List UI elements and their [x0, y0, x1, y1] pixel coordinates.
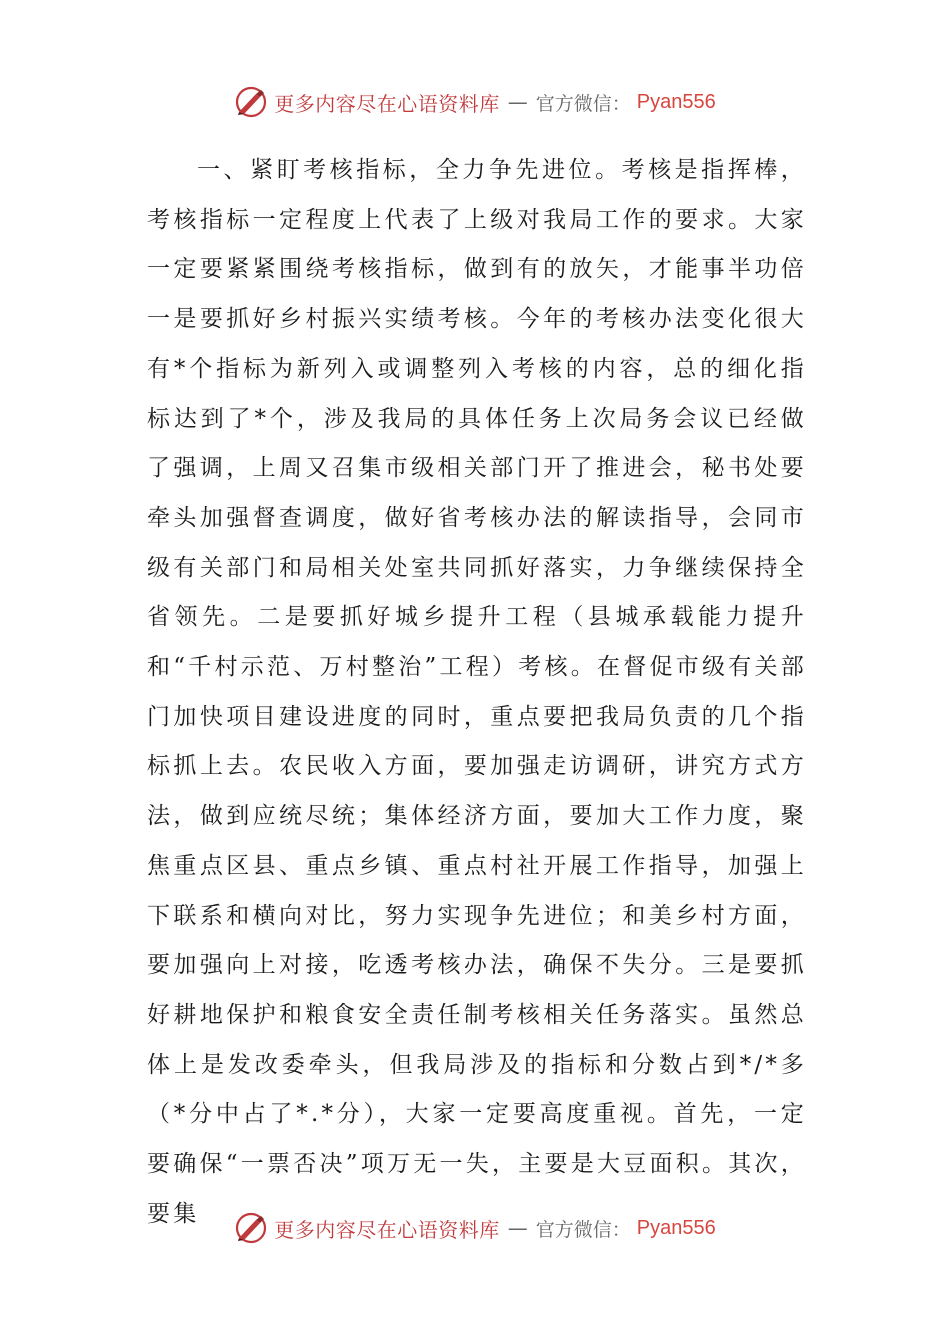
- body-paragraph: 一、紧盯考核指标，全力争先进位。考核是指挥棒，考核指标一定程度上代表了上级对我局工作的要求。大家一定要紧紧围绕考核指标，做到有的放矢，才能事半功倍一是要抓好乡村振兴实绩考核。今年的考核办法变化很大有*个指标为新列入或调整列入考核的内容，总的细化指标达到了*个，涉及我局的具体任务上次局务会议已经做了强调，上周又召集市级相关部门开了推进会，秘书处要牵头加强督查调度，做好省考核办法的解读指导，会同市级有关部门和局相关处室共同抓好落实，力争继续保持全省领先。二是要抓好城乡提升工程（县城承载能力提升和“千村示范、万村整治”工程）考核。在督促市级有关部门加快项目建设进度的同时，重点要把我局负责的几个指标抓上去。农民收入方面，要加强走访调研，讲究方式方法，做到应统尽统；集体经济方面，要加大工作力度，聚焦重点区县、重点乡镇、重点村社开展工作指导，加强上下联系和横向对比，努力实现争先进位；和美乡村方面，要加强向上对接，吃透考核办法，确保不失分。三是要抓好耕地保护和粮食安全责任制考核相关任务落实。虽然总体上是发改委牵头，但我局涉及的指标和分数占到*/*多（*分中占了*.*分），大家一定要高度重视。首先，一定要确保“一票否决”项万无一失，主要是大豆面积。其次，要集: [147, 157, 807, 1227]
- header-wechat-id: Pyan556: [636, 90, 716, 113]
- pen-logo-icon: [234, 85, 268, 119]
- header-wechat-label: 官方微信：: [535, 92, 631, 115]
- header-watermark: [0, 82, 950, 122]
- footer-brand-text: 更多内容尽在心语资料库: [274, 1217, 500, 1242]
- header-separator: —: [507, 90, 528, 114]
- footer-separator: —: [507, 1216, 528, 1240]
- footer-wechat-label: 官方微信：: [535, 1218, 631, 1241]
- footer-watermark: [0, 1208, 950, 1248]
- footer-wechat-id: Pyan556: [636, 1216, 716, 1239]
- pen-logo-icon: [234, 1211, 268, 1245]
- header-brand-text: 更多内容尽在心语资料库: [274, 91, 500, 116]
